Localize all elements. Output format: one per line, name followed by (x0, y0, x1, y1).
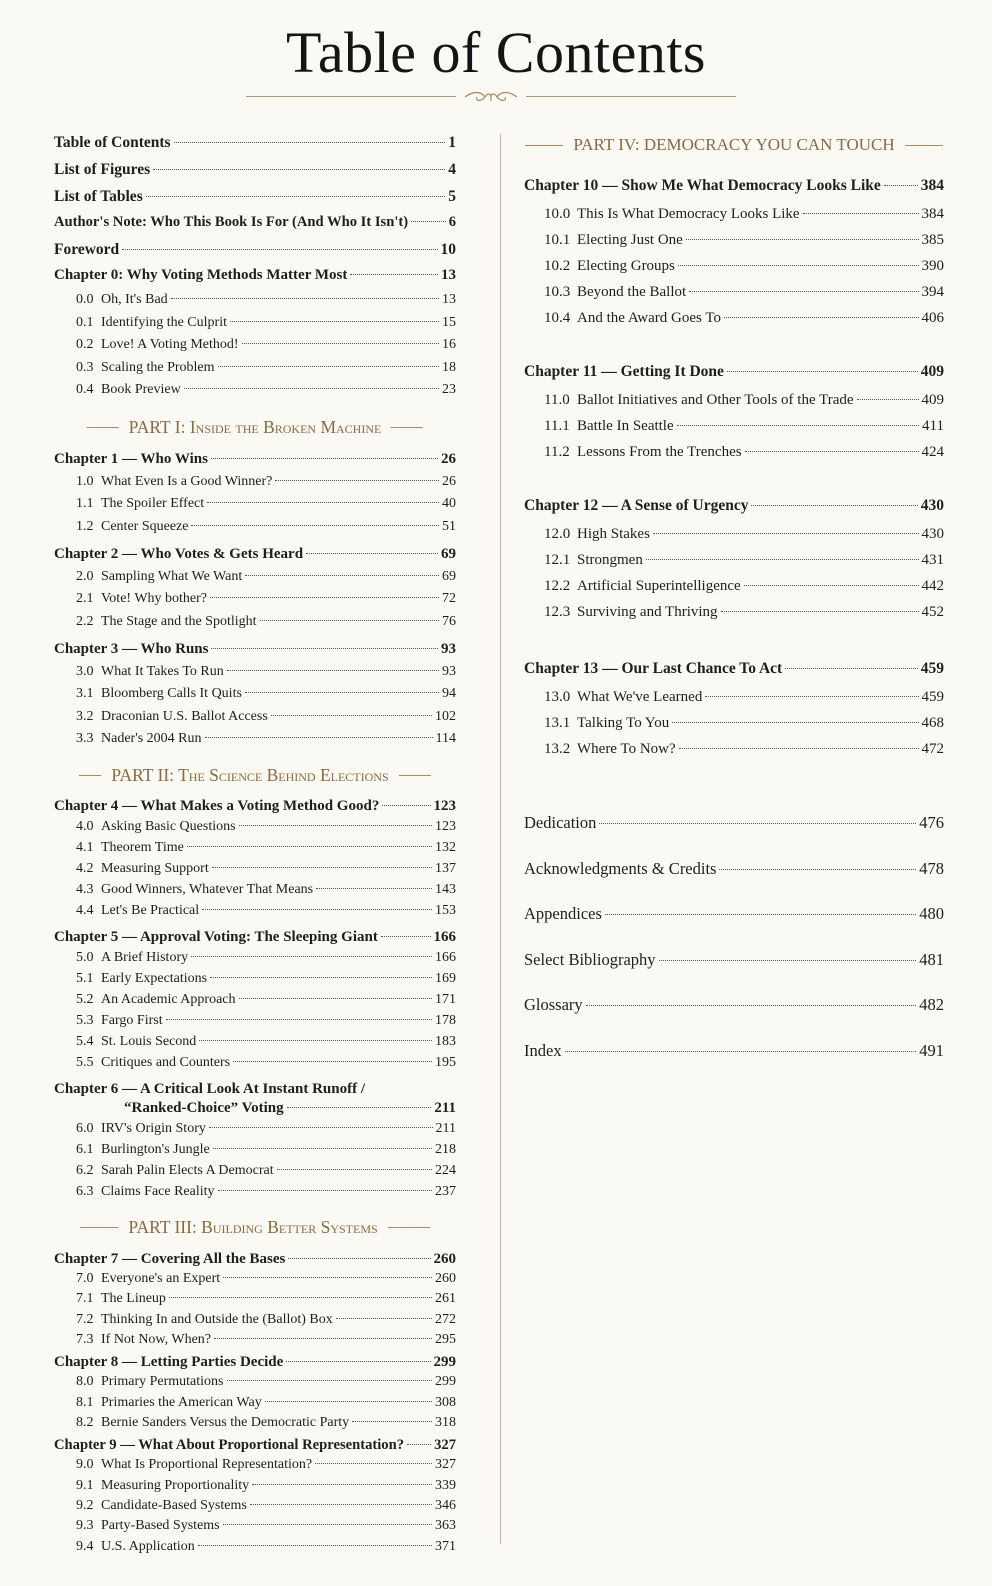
toc-chapter[interactable]: Chapter 2 — Who Votes & Gets Heard 69 (54, 545, 456, 562)
toc-section[interactable]: 8.0 Primary Permutations 299 (76, 1374, 456, 1390)
toc-section[interactable]: 9.0 What Is Proportional Representation? 327 (76, 1457, 456, 1473)
toc-entry-front[interactable]: Author's Note: Who This Book Is For (And Who It Isn't) 6 (54, 214, 456, 230)
page-title: Table of Contents (285, 20, 707, 85)
toc-section[interactable]: 0.1 Identifying the Culprit 15 (76, 314, 456, 330)
toc-section[interactable]: 10.2 Electing Groups 390 (544, 258, 944, 274)
toc-section[interactable]: 11.0 Ballot Initiatives and Other Tools of the Trade 409 (544, 392, 944, 408)
toc-section[interactable]: 11.1 Battle In Seattle 411 (544, 418, 944, 434)
toc-section[interactable]: 12.2 Artificial Superintelligence 442 (544, 578, 944, 594)
toc-chapter[interactable]: Chapter 4 — What Makes a Voting Method Good? 123 (54, 797, 456, 814)
toc-section[interactable]: 12.0 High Stakes 430 (544, 526, 944, 542)
toc-section[interactable]: 8.2 Bernie Sanders Versus the Democratic Party 318 (76, 1414, 456, 1430)
toc-section[interactable]: 5.5 Critiques and Counters 195 (76, 1054, 456, 1070)
flourish-icon (463, 90, 519, 104)
toc-section[interactable]: 9.2 Candidate-Based Systems 346 (76, 1498, 456, 1514)
toc-section[interactable]: 7.2 Thinking In and Outside the (Ballot) Box 272 (76, 1311, 456, 1327)
toc-chapter[interactable]: Chapter 5 — Approval Voting: The Sleeping Giant 166 (54, 928, 456, 945)
toc-entry-back[interactable]: Select Bibliography 481 (524, 949, 944, 969)
toc-section[interactable]: 2.2 The Stage and the Spotlight 76 (76, 613, 456, 629)
toc-section[interactable]: 6.2 Sarah Palin Elects A Democrat 224 (76, 1162, 456, 1178)
toc-section[interactable]: 4.2 Measuring Support 137 (76, 860, 456, 876)
toc-entry-back[interactable]: Dedication 476 (524, 813, 944, 832)
toc-section[interactable]: 6.0 IRV's Origin Story 211 (76, 1120, 456, 1136)
toc-right-column (524, 134, 944, 1086)
toc-section[interactable]: 9.3 Party-Based Systems 363 (76, 1518, 456, 1534)
part-heading: PART IV: DEMOCRACY YOU CAN TOUCH (524, 132, 944, 158)
toc-section[interactable]: 10.1 Electing Just One 385 (544, 232, 944, 248)
toc-section[interactable]: 12.3 Surviving and Thriving 452 (544, 604, 944, 620)
toc-section[interactable]: 8.1 Primaries the American Way 308 (76, 1394, 456, 1410)
toc-entry-back[interactable]: Index 491 (524, 1040, 944, 1060)
toc-entry-back[interactable]: Acknowledgments & Credits 478 (524, 858, 944, 878)
toc-section[interactable]: 10.0 This Is What Democracy Looks Like 384 (544, 206, 944, 222)
toc-entry-back[interactable]: Appendices 480 (524, 904, 944, 923)
toc-section[interactable]: 5.4 St. Louis Second 183 (76, 1033, 456, 1049)
toc-chapter[interactable]: Chapter 13 — Our Last Chance To Act 459 (524, 660, 944, 677)
toc-section[interactable]: 7.0 Everyone's an Expert 260 (76, 1271, 456, 1286)
toc-chapter[interactable]: Chapter 9 — What About Proportional Representation? 327 (54, 1436, 456, 1453)
toc-entry-front[interactable]: Foreword 10 (54, 240, 456, 258)
toc-section[interactable]: 4.1 Theorem Time 132 (76, 839, 456, 855)
toc-section[interactable]: 4.4 Let's Be Practical 153 (76, 902, 456, 918)
toc-section[interactable]: 5.3 Fargo First 178 (76, 1012, 456, 1028)
toc-entry-back[interactable]: Glossary 482 (524, 995, 944, 1014)
toc-section[interactable]: 4.0 Asking Basic Questions 123 (76, 818, 456, 834)
toc-chapter[interactable]: Chapter 3 — Who Runs 93 (54, 640, 456, 657)
toc-chapter[interactable]: Chapter 8 — Letting Parties Decide 299 (54, 1353, 456, 1370)
toc-section[interactable]: 0.3 Scaling the Problem 18 (76, 359, 456, 375)
toc-entry-front[interactable]: List of Tables 5 (54, 187, 456, 205)
toc-section[interactable]: 13.2 Where To Now? 472 (544, 741, 944, 757)
title-ornament (246, 90, 736, 104)
toc-chapter[interactable]: Chapter 0: Why Voting Methods Matter Most 13 (54, 267, 456, 283)
toc-section[interactable]: 13.0 What We've Learned 459 (544, 689, 944, 705)
toc-section[interactable]: 10.4 And the Award Goes To 406 (544, 310, 944, 326)
toc-section[interactable]: 7.1 The Lineup 261 (76, 1291, 456, 1307)
toc-section[interactable]: 7.3 If Not Now, When? 295 (76, 1331, 456, 1347)
toc-section[interactable]: 3.2 Draconian U.S. Ballot Access 102 (76, 708, 456, 724)
toc-section[interactable]: 2.0 Sampling What We Want 69 (76, 568, 456, 584)
toc-section[interactable]: 9.4 U.S. Application 371 (76, 1538, 456, 1554)
toc-section[interactable]: 3.1 Bloomberg Calls It Quits 94 (76, 686, 456, 701)
toc-chapter[interactable]: Chapter 1 — Who Wins 26 (54, 450, 456, 467)
toc-section[interactable]: 1.1 The Spoiler Effect 40 (76, 496, 456, 511)
toc-section[interactable]: 1.0 What Even Is a Good Winner? 26 (76, 473, 456, 489)
toc-entry-front[interactable]: Table of Contents 1 (54, 134, 456, 151)
toc-section[interactable]: 5.0 A Brief History 166 (76, 949, 456, 965)
toc-section[interactable]: 0.0 Oh, It's Bad 13 (76, 292, 456, 307)
toc-section[interactable]: 0.4 Book Preview 23 (76, 382, 456, 397)
toc-section[interactable]: 3.3 Nader's 2004 Run 114 (76, 731, 456, 746)
part-heading: PART III: Building Better Systems (54, 1205, 456, 1251)
toc-chapter[interactable]: Chapter 11 — Getting It Done 409 (524, 363, 944, 380)
toc-section[interactable]: 5.2 An Academic Approach 171 (76, 991, 456, 1007)
column-divider (500, 134, 501, 1544)
toc-chapter[interactable]: Chapter 6 — A Critical Look At Instant Runoff / “Ranked-Choice” Voting 211 (54, 1080, 456, 1116)
toc-chapter[interactable]: Chapter 7 — Covering All the Bases 260 (54, 1250, 456, 1267)
toc-section[interactable]: 4.3 Good Winners, Whatever That Means 143 (76, 881, 456, 897)
toc-section[interactable]: 1.2 Center Squeeze 51 (76, 518, 456, 534)
toc-left-column (54, 134, 456, 1559)
toc-chapter[interactable]: Chapter 10 — Show Me What Democracy Looks Like 384 (524, 177, 944, 194)
toc-chapter[interactable]: Chapter 12 — A Sense of Urgency 430 (524, 497, 944, 514)
toc-section[interactable]: 5.1 Early Expectations 169 (76, 970, 456, 986)
toc-section[interactable]: 11.2 Lessons From the Trenches 424 (544, 444, 944, 460)
toc-section[interactable]: 0.2 Love! A Voting Method! 16 (76, 337, 456, 352)
toc-section[interactable]: 6.1 Burlington's Jungle 218 (76, 1141, 456, 1157)
part-heading: PART I: Inside the Broken Machine (54, 405, 456, 451)
toc-section[interactable]: 3.0 What It Takes To Run 93 (76, 663, 456, 679)
toc-section[interactable]: 13.1 Talking To You 468 (544, 715, 944, 731)
toc-section[interactable]: 12.1 Strongmen 431 (544, 552, 944, 568)
toc-section[interactable]: 10.3 Beyond the Ballot 394 (544, 284, 944, 300)
toc-entry-front[interactable]: List of Figures 4 (54, 161, 456, 178)
toc-section[interactable]: 9.1 Measuring Proportionality 339 (76, 1477, 456, 1493)
toc-section[interactable]: 6.3 Claims Face Reality 237 (76, 1183, 456, 1199)
toc-section[interactable]: 2.1 Vote! Why bother? 72 (76, 591, 456, 606)
part-heading: PART II: The Science Behind Elections (54, 754, 456, 798)
